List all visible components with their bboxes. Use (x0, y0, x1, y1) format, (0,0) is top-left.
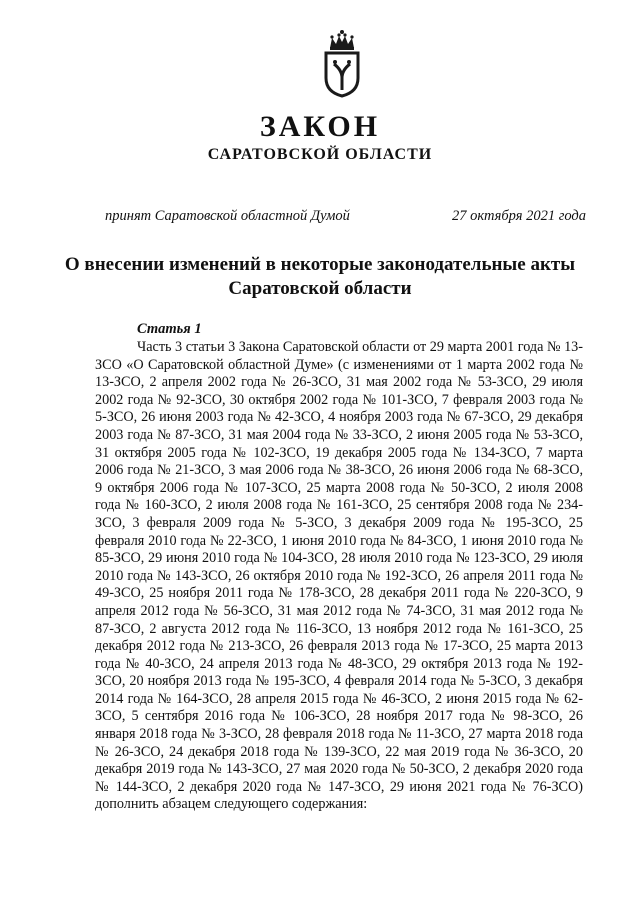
document-title: О внесении изменений в некоторые законодательные акты Саратовской области (64, 254, 576, 299)
coat-of-arms-icon (322, 28, 362, 98)
article-heading: Статья 1 (137, 321, 202, 337)
region-title: САРАТОВСКОЙ ОБЛАСТИ (207, 146, 433, 163)
article-body-text: Часть 3 статьи 3 Закона Саратовской области от 29 марта 2001 года № 13-ЗСО «О Саратовской областной Думе» (с изменениями от 1 марта 2002 года № 13-ЗСО, 2 апреля 2002 года № 26-ЗСО, 31 мая 2002 года № 53-ЗСО, 29 июля 2002 года № 92-ЗСО, 30 октября 2002 года № 101-ЗСО, 7 февраля 2003 года № 5-ЗСО, 26 июня 2003 года № 42-ЗСО, 4 ноября 2003 года № 67-ЗСО, 29 декабря 2003 года № 87-ЗСО, 31 мая 2004 года № 33-ЗСО, 2 июня 2005 года № 53-ЗСО, 31 октября 2005 года № 102-ЗСО, 19 декабря 2005 года № 134-ЗСО, 7 марта 2006 года № 21-ЗСО, 3 мая 2006 года № 38-ЗСО, 26 июня 2006 года № 68-ЗСО, 9 октября 2006 года № 107-ЗСО, 25 марта 2008 года № 50-ЗСО, 2 июля 2008 года № 160-ЗСО, 2 июля 2008 года № 161-ЗСО, 25 сентября 2008 года № 234-ЗСО, 3 февраля 2009 года № 5-ЗСО, 3 декабря 2009 года № 195-ЗСО, 25 февраля 2010 года № 22-ЗСО, 1 июня 2010 года № 84-ЗСО, 1 июня 2010 года № 85-ЗСО, 29 июня 2010 года № 104-ЗСО, 28 июля 2010 года № 123-ЗСО, 29 июля 2010 года № 143-ЗСО, 26 октября 2010 года № 192-ЗСО, 26 апреля 2011 года № 49-ЗСО, 25 ноября 2011 года № 178-ЗСО, 28 декабря 2011 года № 220-ЗСО, 9 апреля 2012 года № 56-ЗСО, 31 мая 2012 года № 74-ЗСО, 31 мая 2012 года № 87-ЗСО, 2 августа 2012 года № 116-ЗСО, 13 ноября 2012 года № 161-ЗСО, 25 декабря 2012 года № 213-ЗСО, 26 февраля 2013 года № 17-ЗСО, 25 марта 2013 года № 40-ЗСО, 24 апреля 2013 года № 48-ЗСО, 29 октября 2013 года № 192-ЗСО, 20 ноября 2013 года № 195-ЗСО, 4 февраля 2014 года № 5-ЗСО, 3 декабря 2014 года № 164-ЗСО, 28 апреля 2015 года № 46-ЗСО, 2 июня 2015 года № 62-ЗСО, 5 сентября 2016 года № 106-ЗСО, 28 ноября 2017 года № 98-ЗСО, 26 января 2018 года № 3-ЗСО, 28 февраля 2018 года № 11-ЗСО, 27 марта 2018 года № 26-ЗСО, 24 декабря 2018 года № 139-ЗСО, 22 мая 2019 года № 36-ЗСО, 20 декабря 2019 года № 143-ЗСО, 27 мая 2020 года № 50-ЗСО, 2 декабря 2020 года № 144-ЗСО, 2 декабря 2020 года № 147-ЗСО, 29 июня 2021 года № 76-ЗСО) дополнить абзацем следующего содержания: (95, 339, 583, 813)
adopted-by-text: принят Саратовской областной Думой (105, 208, 350, 224)
shield-icon (326, 53, 358, 96)
law-title: ЗАКОН (259, 110, 381, 143)
adoption-date: 27 октября 2021 года (452, 208, 586, 224)
crown-icon (330, 30, 354, 50)
